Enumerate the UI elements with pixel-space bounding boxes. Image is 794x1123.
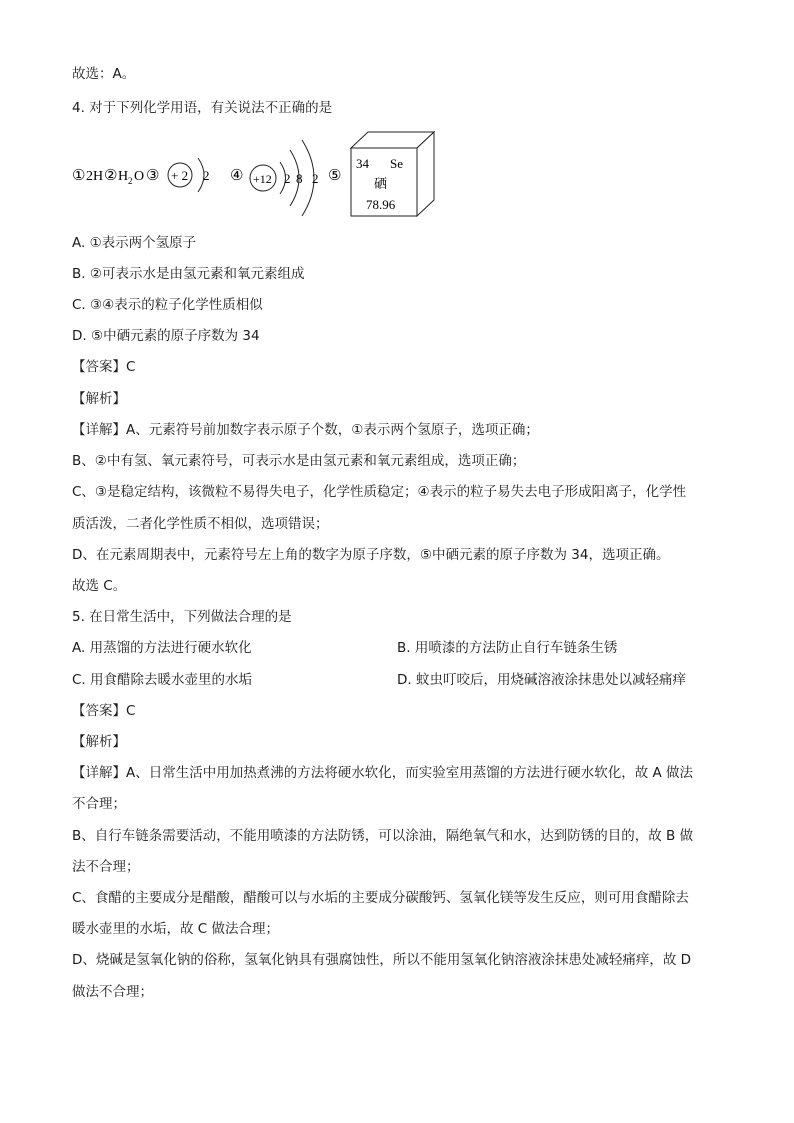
formula-2h: 2H — [86, 169, 104, 184]
q5-analysis-label: 【解析】 — [72, 734, 126, 750]
q5-option-a: A. 用蒸馏的方法进行硬水软化 — [72, 640, 252, 656]
q5-detail-line-2: 不合理； — [72, 796, 126, 812]
q4-detail-line-2: B、②中有氢、氧元素符号，可表示水是由氢元素和氧元素组成，选项正确； — [72, 453, 526, 469]
q4-stem: 4. 对于下列化学用语，有关说法不正确的是 — [72, 100, 333, 116]
formula-h: H — [118, 169, 129, 184]
q5-detail-line-6: 暖水壶里的水垢，故 C 做法合理； — [72, 921, 280, 937]
q4-detail-line-3: C、③是稳定结构，该微粒不易得失电子，化学性质稳定；④表示的粒子易失去电子形成阳离子，化学性 — [72, 484, 687, 500]
q5-detail-line-1: 【详解】A、日常生活中用加热煮沸的方法将硬水软化，而实验室用蒸馏的方法进行硬水软化，故 A 做法 — [72, 765, 694, 781]
q4-option-d: D. ⑤中硒元素的原子序数为 34 — [72, 328, 260, 344]
q5-stem: 5. 在日常生活中，下列做法合理的是 — [72, 609, 292, 625]
q3-conclusion: 故选：A。 — [72, 66, 136, 82]
ion4-shell-3-electrons: 2 — [312, 171, 319, 186]
q4-detail-line-5: D、在元素周期表中，元素符号左上角的数字为原子序数，⑤中硒元素的原子序数为 34，选项正确。 — [72, 547, 670, 563]
q4-option-c: C. ③④表示的粒子化学性质相似 — [72, 297, 263, 313]
q5-detail-line-3: B、自行车链条需要活动，不能用喷漆的方法防锈，可以涂油，隔绝氧气和水，达到防锈的目的，故 B 做 — [72, 828, 694, 844]
marker-2: ② — [104, 168, 118, 184]
formula-subscript-2: 2 — [128, 176, 133, 186]
marker-4: ④ — [230, 168, 244, 184]
marker-5: ⑤ — [328, 168, 342, 184]
q4-option-b: B. ②可表示水是由氢元素和氧元素组成 — [72, 266, 305, 282]
q5-answer: 【答案】C — [72, 703, 136, 719]
q4-analysis-label: 【解析】 — [72, 391, 126, 407]
ion4-nucleus-charge: +12 — [253, 172, 272, 186]
cell-atomic-number: 34 — [356, 156, 369, 171]
formula-o: O — [134, 169, 145, 184]
ion3-nucleus-charge: + 2 — [171, 168, 189, 183]
ion4-shell-2-electrons: 8 — [296, 171, 303, 186]
cell-atomic-mass: 78.96 — [366, 197, 396, 212]
q5-detail-line-8: 做法不合理； — [72, 984, 153, 1000]
marker-1: ① — [72, 168, 86, 184]
periodic-cell-box — [351, 132, 434, 216]
q4-option-a: A. ①表示两个氢原子 — [72, 235, 197, 251]
ion4-shell-1-electrons: 2 — [284, 171, 291, 186]
q5-detail-line-4: 法不合理； — [72, 859, 140, 875]
q4-detail-line-4: 质活泼，二者化学性质不相似，选项错误； — [72, 516, 329, 532]
cell-symbol: Se — [390, 156, 403, 171]
q4-detail-line-1: 【详解】A、元素符号前加数字表示原子个数，①表示两个氢原子，选项正确； — [72, 422, 539, 438]
q4-conclusion: 故选 C。 — [72, 578, 127, 594]
q5-option-d: D. 蚊虫叮咬后，用烧碱溶液涂抹患处以减轻痛痒 — [397, 672, 686, 688]
cell-name: 硒 — [374, 177, 388, 192]
q5-detail-line-7: D、烧碱是氢氧化钠的俗称，氢氧化钠具有强腐蚀性，所以不能用氢氧化钠溶液涂抹患处减轻痛痒，故 D — [72, 952, 692, 968]
chemistry-symbols-svg — [72, 128, 452, 228]
chemistry-symbols-figure — [72, 128, 452, 228]
q5-option-b: B. 用喷漆的方法防止自行车链条生锈 — [397, 640, 618, 656]
q5-option-c: C. 用食醋除去暖水壶里的水垢 — [72, 672, 253, 688]
marker-3: ③ — [146, 168, 160, 184]
q4-answer: 【答案】C — [72, 359, 136, 375]
q5-detail-line-5: C、食醋的主要成分是醋酸，醋酸可以与水垢的主要成分碳酸钙、氢氧化镁等发生反应，则可用食醋除去 — [72, 890, 689, 906]
ion3-shell-electrons: 2 — [203, 168, 210, 183]
